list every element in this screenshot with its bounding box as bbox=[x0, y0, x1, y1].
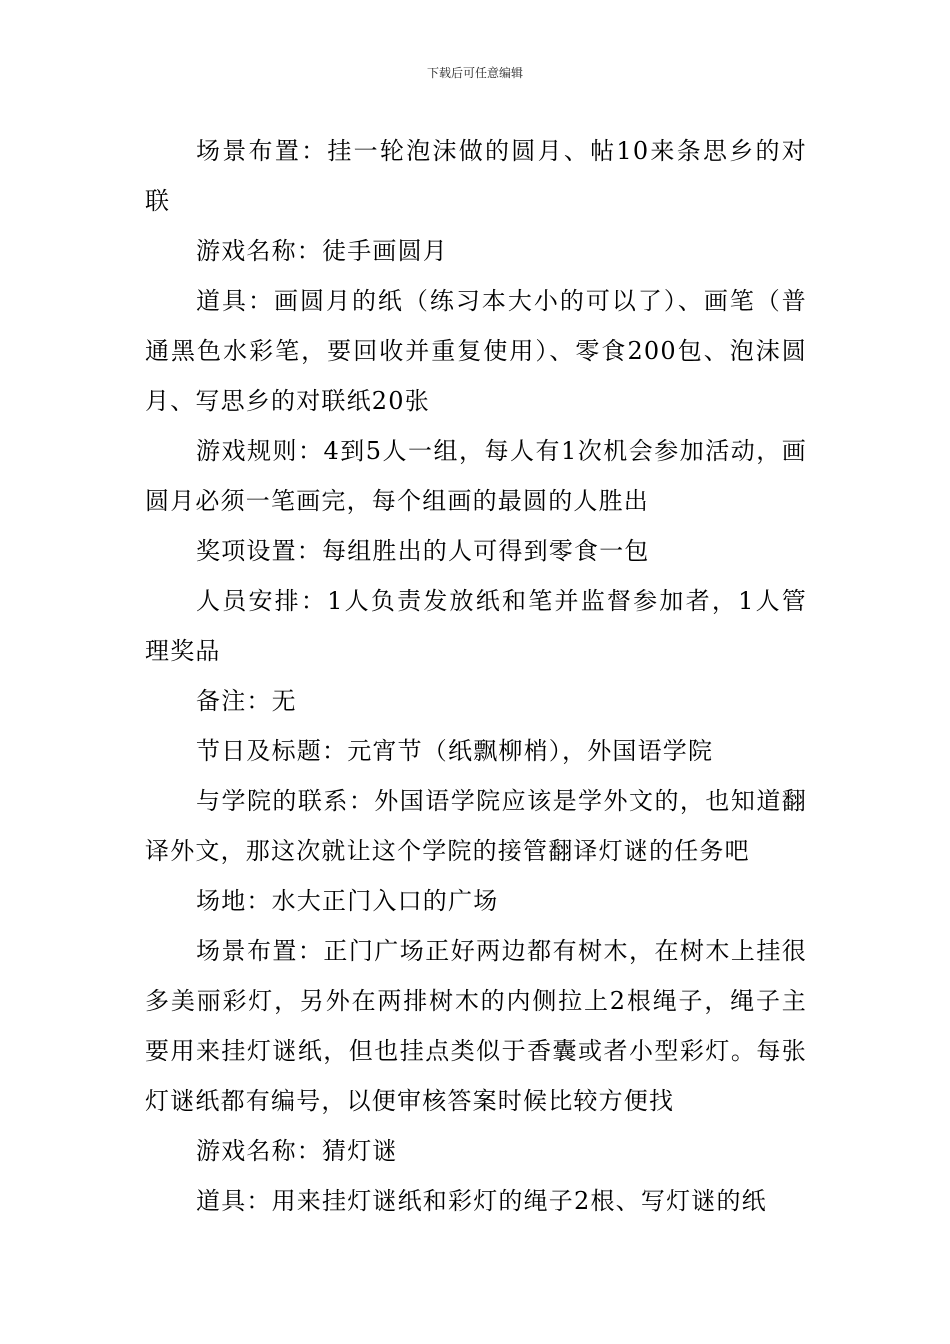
paragraph-props-2: 道具：用来挂灯谜纸和彩灯的绳子2根、写灯谜的纸 bbox=[196, 1187, 767, 1215]
paragraph-game-rules: 游戏规则：4到5人一组，每人有1次机会参加活动，画圆月必须一笔画完，每个组画的最圆的人胜出 bbox=[145, 437, 807, 515]
paragraph-props-1: 道具：画圆月的纸（练习本大小的可以了）、画笔（普通黑色水彩笔，要回收并重复使用）、零食200包、泡沫圆月、写思乡的对联纸20张 bbox=[145, 287, 807, 415]
paragraph-game-name-2: 游戏名称：猜灯谜 bbox=[196, 1137, 398, 1165]
paragraph-scene-setup-2: 场景布置：正门广场正好两边都有树木，在树木上挂很多美丽彩灯，另外在两排树木的内侧拉上2根绳子，绳子主要用来挂灯谜纸，但也挂点类似于香囊或者小型彩灯。每张灯谜纸都有编号，以便审核答案时候比较方便找 bbox=[145, 937, 807, 1115]
paragraph-prize-setting: 奖项设置：每组胜出的人可得到零食一包 bbox=[196, 537, 650, 565]
paragraph-remarks: 备注：无 bbox=[196, 687, 297, 715]
document-body bbox=[145, 126, 807, 1226]
paragraph-staff-arrangement: 人员安排：1人负责发放纸和笔并监督参加者，1人管理奖品 bbox=[145, 587, 807, 665]
paragraph-venue: 场地：水大正门入口的广场 bbox=[196, 887, 499, 915]
header-note: 下载后可任意编辑 bbox=[426, 66, 523, 80]
paragraph-festival-title: 节日及标题：元宵节（纸飘柳梢），外国语学院 bbox=[196, 737, 714, 765]
paragraph-college-relation: 与学院的联系：外国语学院应该是学外文的，也知道翻译外文，那这次就让这个学院的接管翻译灯谜的任务吧 bbox=[145, 787, 807, 865]
paragraph-scene-setup-1: 场景布置：挂一轮泡沫做的圆月、帖10来条思乡的对联 bbox=[145, 137, 807, 215]
paragraph-game-name-1: 游戏名称：徒手画圆月 bbox=[196, 237, 448, 265]
